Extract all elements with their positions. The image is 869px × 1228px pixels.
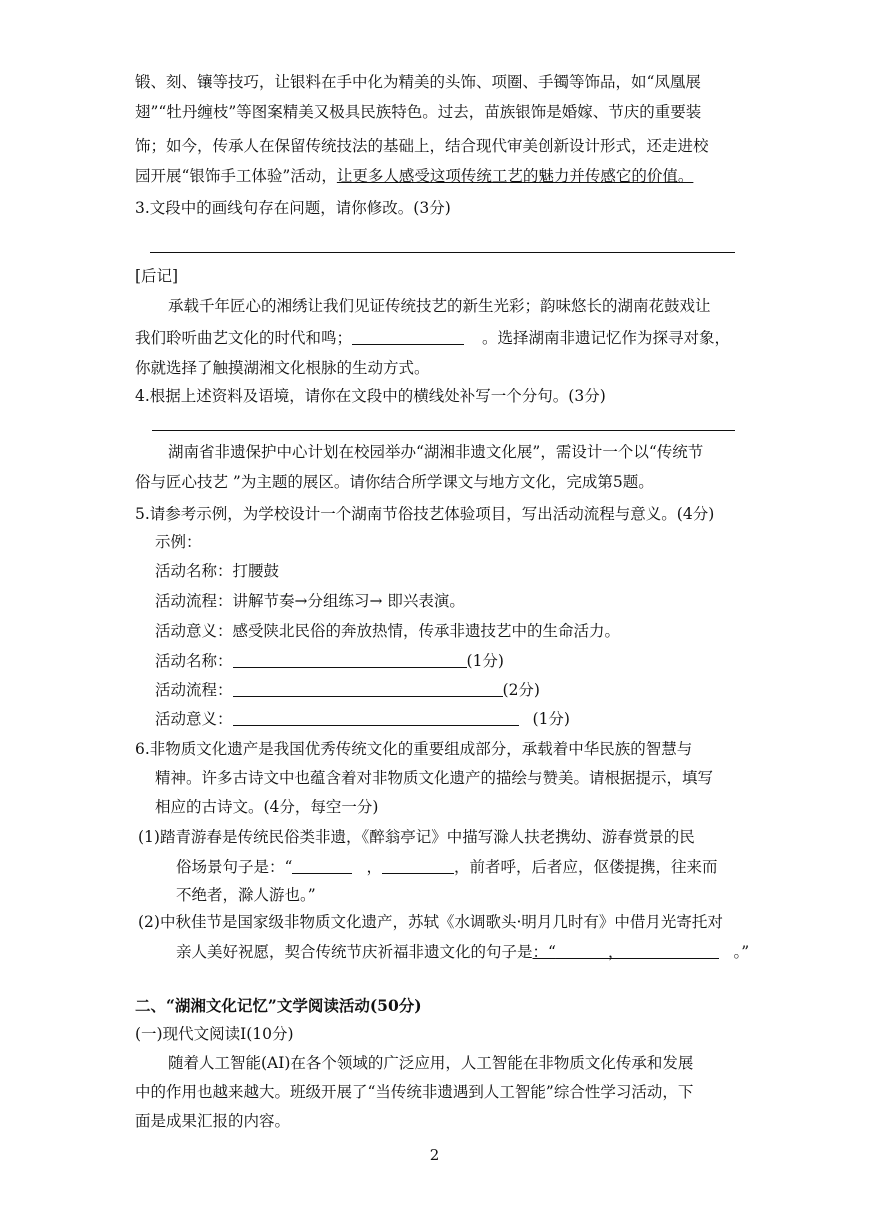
activity-meaning-row <box>155 709 570 729</box>
paragraph-text: 。选择湖南非遗记忆作为探寻对象， <box>482 329 731 347</box>
fill-blank[interactable] <box>352 328 464 345</box>
score-label: (1分) <box>466 652 504 670</box>
poem-blank-3[interactable] <box>556 942 608 959</box>
score-label: (2分) <box>502 681 540 699</box>
sub-question-1: (1)踏青游春是传统民俗类非遗，《醉翁亭记》中描写滁人扶老携幼、游春赏景的民 <box>138 828 695 846</box>
paragraph-line: 承载千年匠心的湘绣让我们见证传统技艺的新生光彩；韵味悠长的湖南花鼓戏让 <box>168 297 711 315</box>
activity-meaning-label: 活动意义： <box>155 710 233 728</box>
page-number: 2 <box>429 1146 440 1164</box>
section-2-subtitle: (一)现代文阅读Ⅰ(10分) <box>135 1025 294 1043</box>
question-text: 。” <box>733 943 750 961</box>
score-label: (1分) <box>532 710 570 728</box>
sub-question-1-line: 不绝者，滁人游也。” <box>176 886 316 904</box>
paragraph-text: 园开展“银饰手工体验”活动， <box>135 167 337 185</box>
example-activity-name: 活动名称：打腰鼓 <box>155 562 280 580</box>
activity-flow-row <box>155 680 540 700</box>
activity-flow-label: 活动流程： <box>155 681 233 699</box>
paragraph-line <box>135 328 730 348</box>
paragraph-line: 你就选择了触摸湖湘文化根脉的生动方式。 <box>135 359 430 377</box>
paragraph-line: 饰；如今，传承人在保留传统技法的基础上，结合现代审美创新设计形式，还走进校 <box>135 137 709 155</box>
activity-name-row <box>155 651 504 671</box>
paragraph-line: 锻、刻、镶等技巧，让银料在手中化为精美的头饰、项圈、手镯等饰品，如“凤凰展 <box>135 73 701 91</box>
activity-flow-blank[interactable] <box>233 680 503 697</box>
paragraph-line: 湖南省非遗保护中心计划在校园举办“湖湘非遗文化展”，需设计一个以“传统节 <box>168 443 704 461</box>
question-text: ：“ <box>532 943 556 961</box>
section-heading-houji: [后记] <box>135 267 179 285</box>
answer-line-q4[interactable] <box>152 430 735 431</box>
section-2-title: 二、“湖湘文化记忆”文学阅读活动(50分) <box>135 996 422 1015</box>
sub-question-1-line <box>176 857 717 877</box>
question-6: 6.非物质文化遗产是我国优秀传统文化的重要组成部分，承载着中华民族的智慧与 <box>135 740 693 758</box>
paragraph-line: 随着人工智能(AI)在各个领域的广泛应用，人工智能在非物质文化传承和发展 <box>168 1054 694 1072</box>
sub-question-2-line <box>176 942 749 962</box>
paragraph-text: 我们聆听曲艺文化的时代和鸣； <box>135 329 353 347</box>
sub-question-2: (2)中秋佳节是国家级非物质文化遗产，苏轼《水调歌头·明月几时有》中借月光寄托对 <box>138 913 723 931</box>
question-text: ， <box>607 943 624 961</box>
answer-line-q3[interactable] <box>150 252 735 253</box>
question-3: 3.文段中的画线句存在问题，请你修改。(3分) <box>135 199 451 217</box>
question-text: ，前者呼，后者应，伛偻提携，往来而 <box>453 858 718 876</box>
paragraph-line <box>135 166 693 186</box>
question-5: 5.请参考示例，为学校设计一个湖南节俗技艺体验项目，写出活动流程与意义。(4分) <box>135 505 715 523</box>
question-text: ， <box>366 858 382 876</box>
activity-name-label: 活动名称： <box>155 652 233 670</box>
poem-blank-4[interactable] <box>623 942 719 959</box>
activity-name-blank[interactable] <box>233 651 467 668</box>
question-text: 俗场景句子是：“ <box>176 858 293 876</box>
question-text: 亲人美好祝愿，契合传统节庆祈福非遗文化的句子是 <box>176 943 533 961</box>
poem-blank-2[interactable] <box>382 857 454 874</box>
poem-blank-1[interactable] <box>292 857 352 874</box>
paragraph-line: 中的作用也越来越大。班级开展了“当传统非遗遇到人工智能”综合性学习活动，下 <box>135 1083 694 1101</box>
paragraph-line: 面是成果汇报的内容。 <box>135 1112 291 1130</box>
example-activity-flow: 活动流程：讲解节奏→分组练习→ 即兴表演。 <box>155 592 465 610</box>
underlined-sentence: 让更多人感受这项传统工艺的魅力并传感它的价值。 <box>336 167 694 185</box>
activity-meaning-blank[interactable] <box>233 709 519 726</box>
question-6-line: 相应的古诗文。(4分，每空一分) <box>155 798 379 816</box>
paragraph-line: 翅”“牡丹缠枝”等图案精美又极具民族特色。过去，苗族银饰是婚嫁、节庆的重要装 <box>135 103 702 121</box>
example-activity-meaning: 活动意义：感受陕北民俗的奔放热情，传承非遗技艺中的生命活力。 <box>155 622 621 640</box>
paragraph-line: 俗与匠心技艺 ”为主题的展区。请你结合所学课文与地方文化，完成第5题。 <box>135 473 654 491</box>
question-4: 4.根据上述资料及语境，请你在文段中的横线处补写一个分句。(3分) <box>135 387 606 405</box>
question-6-line: 精神。许多古诗文中也蕴含着对非物质文化遗产的描绘与赞美。请根据提示，填写 <box>155 769 714 787</box>
example-label: 示例： <box>155 533 202 551</box>
